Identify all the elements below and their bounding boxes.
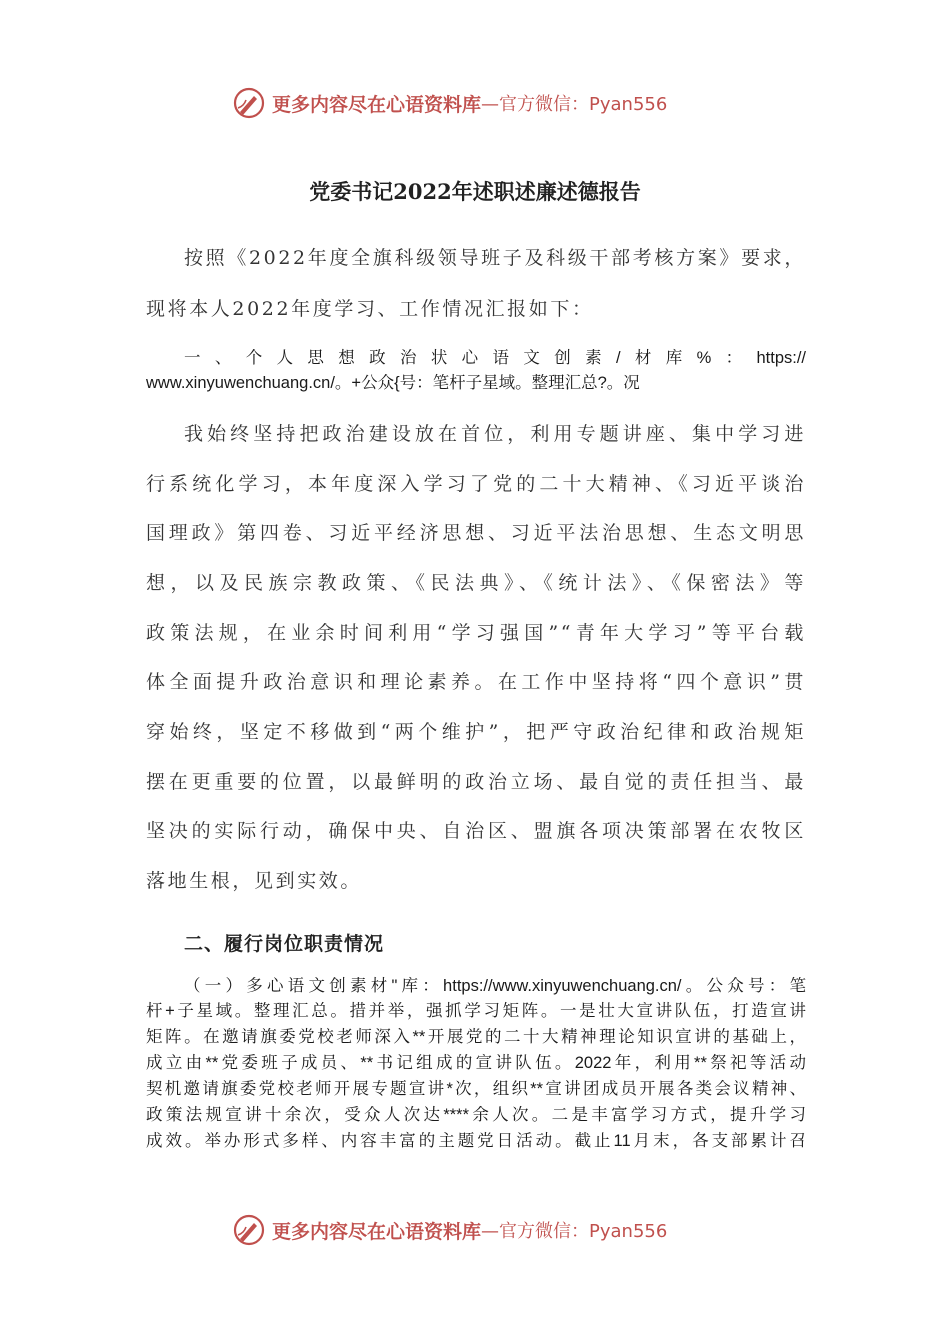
- pen-logo-icon: [232, 1213, 266, 1247]
- para1-line: 想，以及民族宗教政策、《民法典》、《统计法》、《保密法》等: [146, 572, 806, 594]
- para2-line: 政策法规宣讲十余次，受众人次达****余人次。二是丰富学习方式，提升学习: [146, 1106, 806, 1124]
- para2-line: 矩阵。在邀请旗委党校老师深入**开展党的二十大精神理论知识宣讲的基础上，: [146, 1028, 806, 1046]
- para1-line: 行系统化学习，本年度深入学习了党的二十大精神、《习近平谈治: [146, 473, 806, 495]
- page-title: 党委书记2022年述职述廉述德报告: [309, 179, 641, 204]
- watermark-banner-top: [232, 83, 667, 123]
- intro-line: 现将本人2022年度学习、工作情况汇报如下：: [146, 298, 594, 320]
- watermark-banner-bottom: [232, 1210, 667, 1250]
- para2-line: （一）多心语文创素材"库：https://www.xinyuwenchuang.cn/。公众号：笔: [184, 977, 806, 995]
- para1-line: 政策法规，在业余时间利用“学习强国”“青年大学习”等平台载: [146, 622, 806, 644]
- para1-line: 穿始终，坚定不移做到“两个维护”，把严守政治纪律和政治规矩: [146, 721, 806, 743]
- para1-line: 落地生根，见到实效。: [146, 870, 363, 892]
- para1-line: 国理政》第四卷、习近平经济思想、习近平法治思想、生态文明思: [146, 522, 806, 544]
- banner-main-text: 更多内容尽在心语资料库: [272, 1220, 482, 1243]
- para2-line: 杆+子星域。整理汇总。措并举，强抓学习矩阵。一是壮大宣讲队伍，打造宣讲: [146, 1002, 806, 1020]
- para1-line: 体全面提升政治意识和理论素养。在工作中坚持将“四个意识”贯: [146, 671, 806, 693]
- para1-line: 坚决的实际行动，确保中央、自治区、盟旗各项决策部署在农牧区: [146, 820, 806, 842]
- banner-sub-text: —官方微信：Pyan556: [481, 1221, 668, 1242]
- section2-heading: 二、履行岗位职责情况: [184, 933, 385, 955]
- pen-logo-icon: [232, 86, 266, 120]
- section1-line: 一、个人思想政治状心语文创素/材库%：https://: [184, 349, 806, 367]
- para2-line: 成效。举办形式多样、内容丰富的主题党日活动。截止11月末，各支部累计召: [146, 1132, 806, 1150]
- para2-line: 契机邀请旗委党校老师开展专题宣讲*次，组织**宣讲团成员开展各类会议精神、: [146, 1080, 806, 1098]
- banner-sub-text: —官方微信：Pyan556: [481, 94, 668, 115]
- para2-line: 成立由**党委班子成员、**书记组成的宣讲队伍。2022年，利用**祭祀等活动: [146, 1054, 806, 1072]
- para1-line: 我始终坚持把政治建设放在首位，利用专题讲座、集中学习进: [184, 423, 806, 445]
- para1-line: 摆在更重要的位置，以最鲜明的政治立场、最自觉的责任担当、最: [146, 771, 806, 793]
- banner-main-text: 更多内容尽在心语资料库: [272, 93, 482, 116]
- section1-line: www.xinyuwenchuang.cn/。+公众{号：笔杆子星域。整理汇总?。况: [146, 374, 640, 392]
- intro-line: 按照《2022年度全旗科级领导班子及科级干部考核方案》要求，: [184, 247, 806, 269]
